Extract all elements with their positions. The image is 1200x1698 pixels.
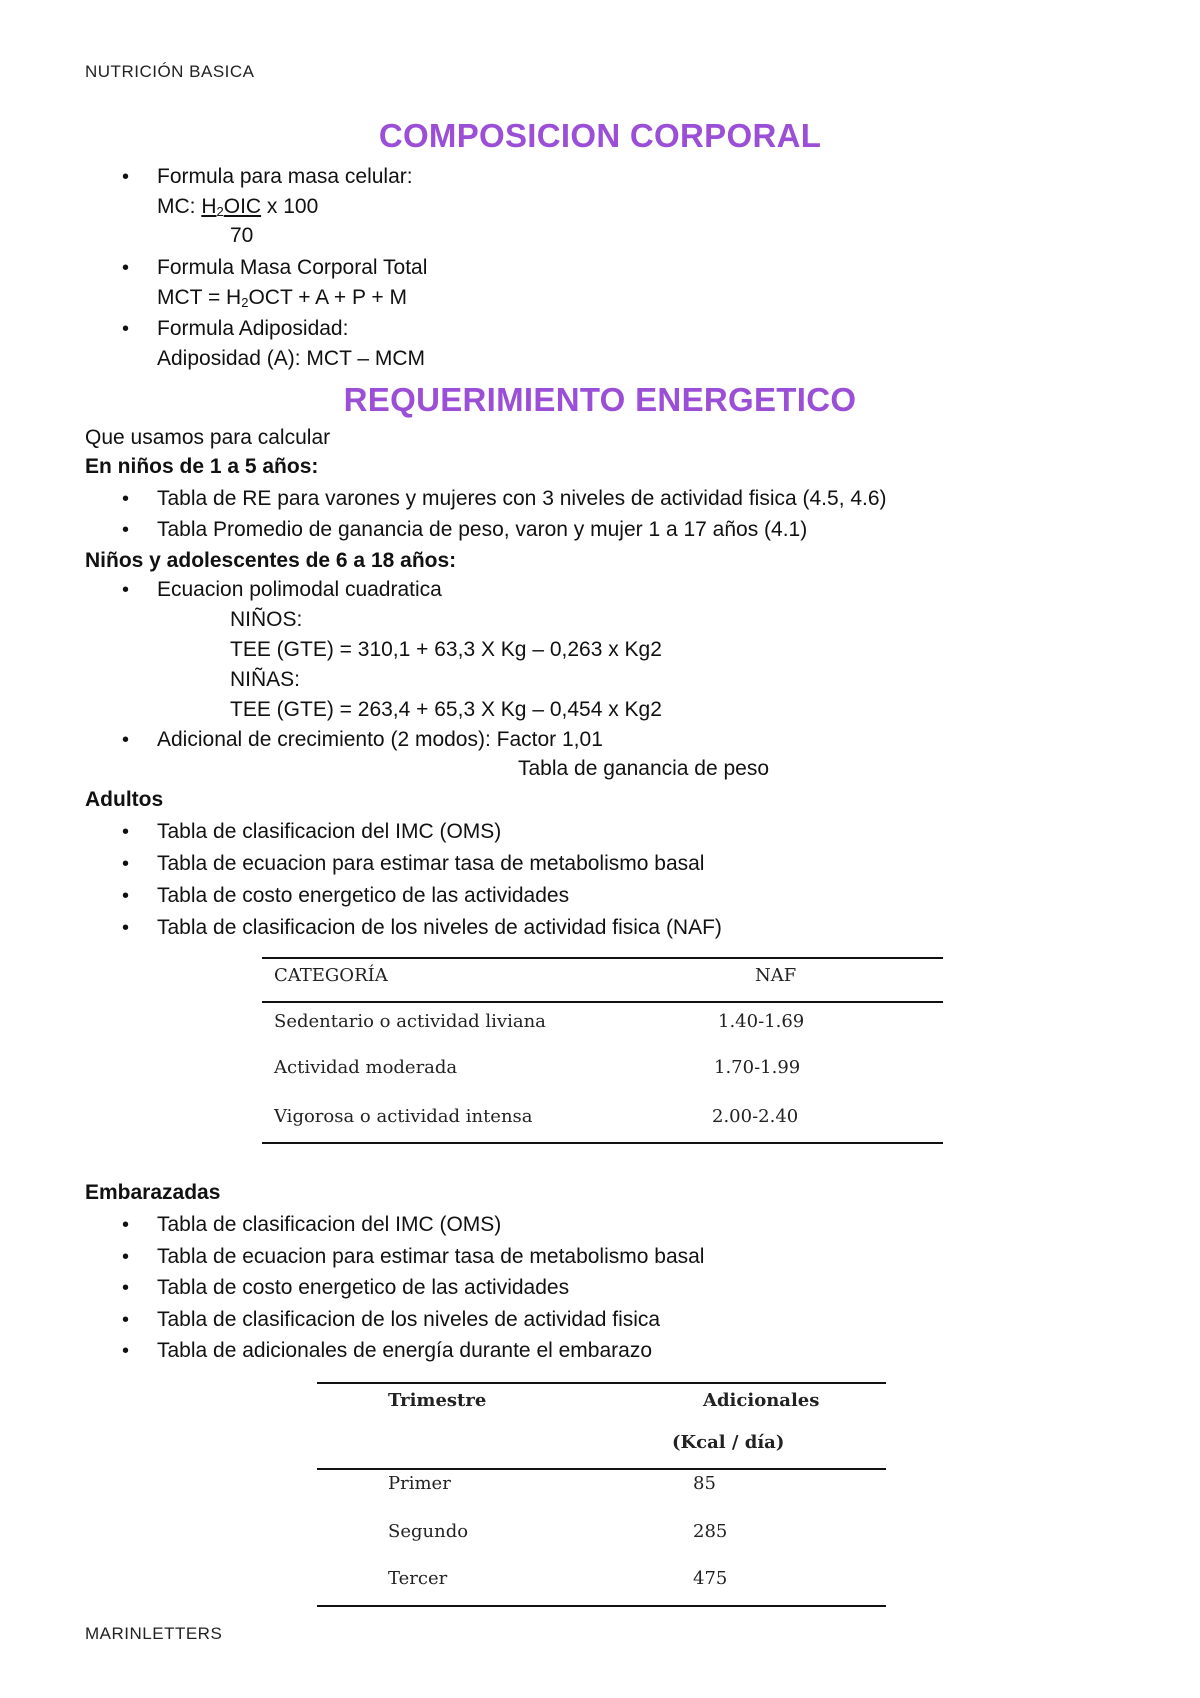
masa-corporal-total-label: Formula Masa Corporal Total <box>157 256 428 279</box>
bullet-icon: • <box>122 821 130 843</box>
adiposidad-formula: Adiposidad (A): MCT – MCM <box>157 347 426 370</box>
masa-celular-denominator: 70 <box>230 224 254 247</box>
bullet-icon: • <box>122 1277 130 1299</box>
bullet-icon: • <box>122 1214 130 1236</box>
formula-prefix: MC: <box>157 195 202 218</box>
ninas-equation: TEE (GTE) = 263,4 + 65,3 X Kg – 0,454 x Kg2 <box>230 698 662 721</box>
table-cell: Vigorosa o actividad intensa <box>274 1106 533 1127</box>
table-header-cell: NAF <box>755 965 797 986</box>
ninos-heading: En niños de 1 a 5 años: <box>85 455 319 478</box>
table-cell: Primer <box>388 1473 451 1494</box>
list-item: Adicional de crecimiento (2 modos): Factor 1,01 <box>157 728 603 751</box>
bullet-icon: • <box>122 488 130 510</box>
ninas-label: NIÑAS: <box>230 668 301 691</box>
table-cell: Sedentario o actividad liviana <box>274 1011 546 1032</box>
bullet-icon: • <box>122 166 130 188</box>
table-header-cell: (Kcal / día) <box>672 1432 785 1453</box>
table-cell: Segundo <box>388 1521 469 1542</box>
bullet-icon: • <box>122 853 130 875</box>
list-item: Tabla de costo energetico de las actividades <box>157 1276 570 1299</box>
masa-corporal-total-formula <box>157 286 407 310</box>
section-title-composicion: COMPOSICION CORPORAL <box>378 117 822 154</box>
table-rule <box>317 1468 886 1470</box>
table-rule <box>262 1001 943 1003</box>
bullet-icon: • <box>122 1309 130 1331</box>
adiposidad-label: Formula Adiposidad: <box>157 317 349 340</box>
running-footer: MARINLETTERS <box>85 1624 223 1643</box>
table-rule <box>262 1142 943 1144</box>
ninos-equation: TEE (GTE) = 310,1 + 63,3 X Kg – 0,263 x Kg2 <box>230 638 662 661</box>
list-item: Tabla de costo energetico de las actividades <box>157 884 570 907</box>
masa-celular-label: Formula para masa celular: <box>157 165 413 188</box>
formula-numerator <box>201 195 261 218</box>
section-title-requerimiento: REQUERIMIENTO ENERGETICO <box>343 381 857 418</box>
bullet-icon: • <box>122 885 130 907</box>
table-header-cell: CATEGORÍA <box>274 965 388 986</box>
embarazadas-heading: Embarazadas <box>85 1181 221 1204</box>
adultos-heading: Adultos <box>85 788 164 811</box>
bullet-icon: • <box>122 579 130 601</box>
table-rule <box>317 1605 886 1607</box>
adolescentes-heading: Niños y adolescentes de 6 a 18 años: <box>85 549 457 572</box>
table-cell: 1.70-1.99 <box>714 1057 801 1078</box>
formula-suffix: x 100 <box>261 195 319 218</box>
list-item: Tabla de clasificacion del IMC (OMS) <box>157 1213 502 1236</box>
formula-h: H <box>201 195 217 218</box>
list-item: Tabla de clasificacion del IMC (OMS) <box>157 820 502 843</box>
intro-text: Que usamos para calcular <box>85 426 331 449</box>
ninos-label: NIÑOS: <box>230 608 303 631</box>
formula-sub: 2 <box>216 204 224 219</box>
list-item: Ecuacion polimodal cuadratica <box>157 578 442 601</box>
bullet-icon: • <box>122 318 130 340</box>
table-cell: 2.00-2.40 <box>712 1106 799 1127</box>
bullet-icon: • <box>122 917 130 939</box>
table-cell: 285 <box>693 1521 728 1542</box>
table-cell: 85 <box>693 1473 716 1494</box>
table-cell: 475 <box>693 1568 728 1589</box>
bullet-icon: • <box>122 1246 130 1268</box>
bullet-icon: • <box>122 1340 130 1362</box>
formula-prefix: MCT = H <box>157 286 242 309</box>
list-item: Tabla de adicionales de energía durante el embarazo <box>157 1339 653 1362</box>
formula-sub: 2 <box>241 295 249 310</box>
formula-rest: OCT + A + P + M <box>248 286 408 309</box>
table-rule <box>317 1382 886 1384</box>
bullet-icon: • <box>122 729 130 751</box>
table-cell: Actividad moderada <box>274 1057 458 1078</box>
table-cell: 1.40-1.69 <box>718 1011 805 1032</box>
list-item: Tabla de ecuacion para estimar tasa de metabolismo basal <box>157 852 705 875</box>
bullet-icon: • <box>122 257 130 279</box>
masa-celular-formula <box>157 195 318 219</box>
list-item: Tabla de clasificacion de los niveles de actividad fisica (NAF) <box>157 916 722 939</box>
list-item: Tabla de RE para varones y mujeres con 3 niveles de actividad fisica (4.5, 4.6) <box>157 487 887 510</box>
table-cell: Tercer <box>388 1568 448 1589</box>
formula-rest: OIC <box>223 195 262 218</box>
list-item: Tabla Promedio de ganancia de peso, varon y mujer 1 a 17 años (4.1) <box>157 518 808 541</box>
list-item: Tabla de ecuacion para estimar tasa de metabolismo basal <box>157 1245 705 1268</box>
list-item-continuation: Tabla de ganancia de peso <box>518 757 770 780</box>
table-header-cell: Adicionales <box>703 1390 820 1411</box>
running-header: NUTRICIÓN BASICA <box>85 62 255 81</box>
table-header-cell: Trimestre <box>388 1390 487 1411</box>
list-item: Tabla de clasificacion de los niveles de actividad fisica <box>157 1308 661 1331</box>
table-rule <box>262 957 943 959</box>
bullet-icon: • <box>122 519 130 541</box>
